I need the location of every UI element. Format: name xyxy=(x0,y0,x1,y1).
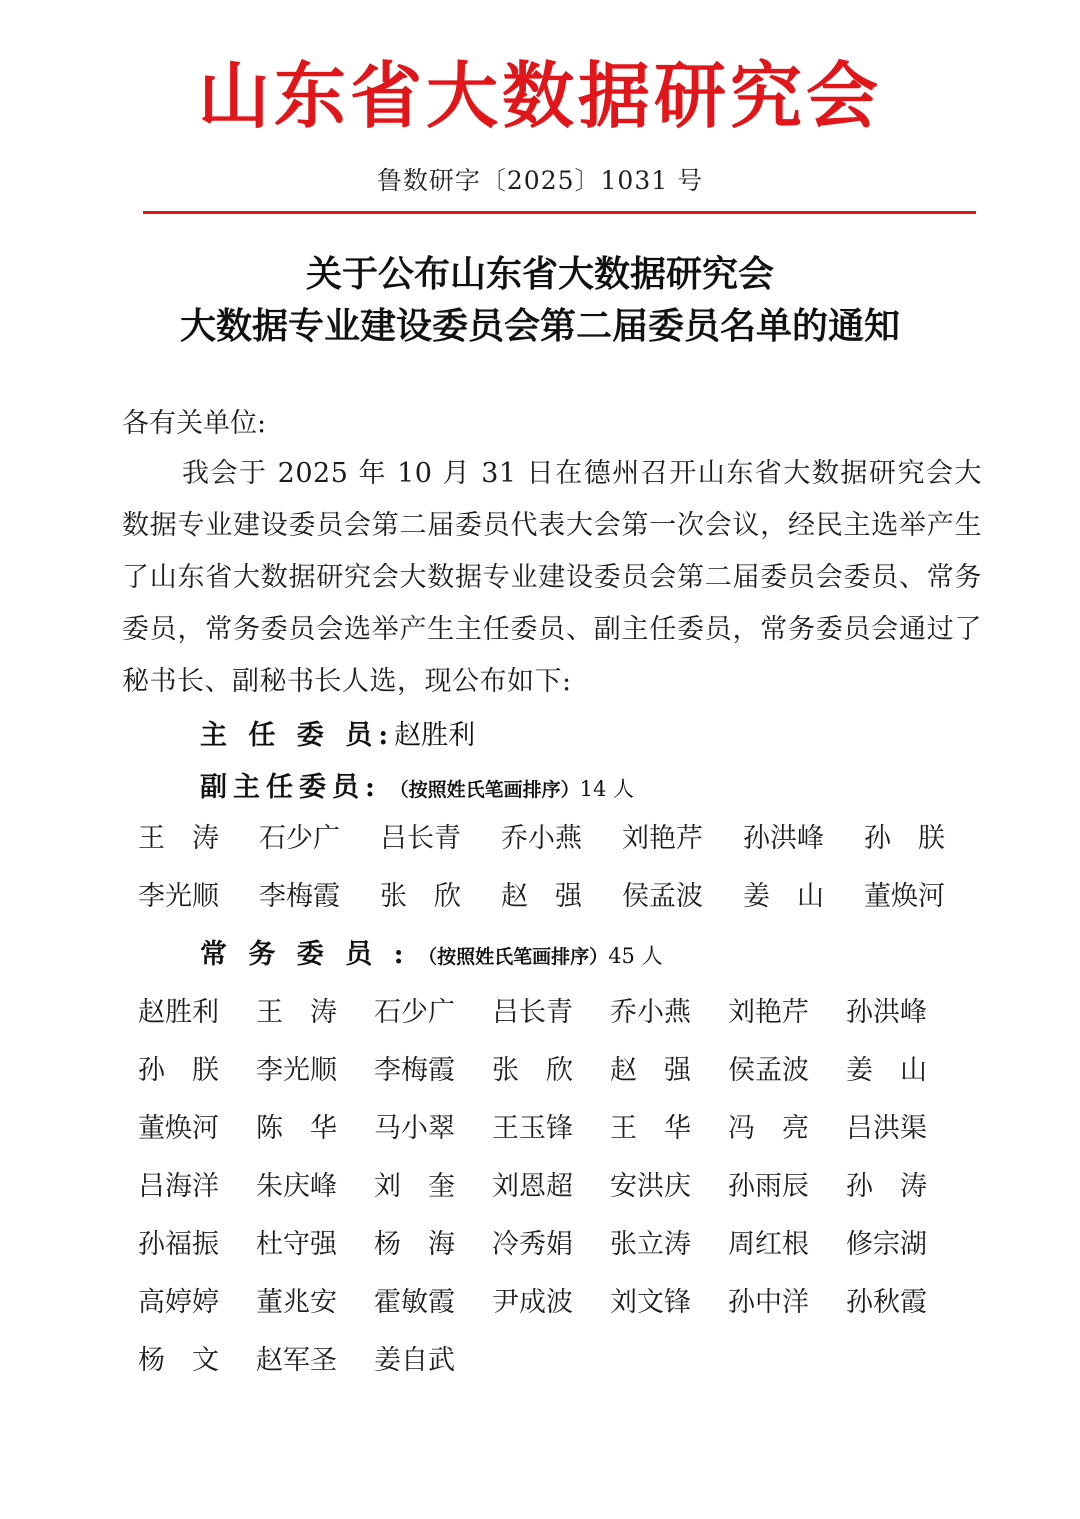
deputy-sort-note: （按照姓氏笔画排序） xyxy=(389,779,580,801)
notice-paragraph: 我会于 2025 年 10 月 31 日在德州召开山东省大数据研究会大数据专业建设委员会第二届委员代表大会第一次会议，经民主选举产生了山东省大数据研究会大数据专业建设委员会第二届委员会委员、常务委员，常务委员会选举产生主任委员、副主任委员，常务委员会通过了秘书长、副秘书长人选，现公布如下: xyxy=(122,458,982,697)
name-cell: 孙 朕 xyxy=(138,1055,219,1086)
standing-heading xyxy=(200,935,663,977)
standing-names-grid xyxy=(138,984,968,1390)
name-cell: 姜 山 xyxy=(743,881,824,912)
name-cell: 冷秀娟 xyxy=(492,1229,573,1260)
name-cell: 赵 强 xyxy=(610,1055,691,1086)
name-cell: 刘文锋 xyxy=(610,1287,691,1318)
name-cell: 孙 朕 xyxy=(864,823,945,854)
director-name: 赵胜利 xyxy=(394,720,476,751)
name-cell: 王 华 xyxy=(610,1113,691,1144)
name-cell: 张 欣 xyxy=(380,881,461,912)
red-divider xyxy=(143,211,976,214)
name-cell: 赵 强 xyxy=(501,881,582,912)
name-cell: 孙中洋 xyxy=(728,1287,809,1318)
deputy-count: 14 人 xyxy=(579,777,634,801)
name-cell: 朱庆峰 xyxy=(256,1171,337,1202)
name-cell: 李梅霞 xyxy=(259,881,340,912)
name-cell: 修宗湖 xyxy=(846,1229,927,1260)
name-cell: 陈 华 xyxy=(256,1113,337,1144)
deputy-label: 副主任委员: xyxy=(200,772,381,803)
name-cell: 王玉锋 xyxy=(492,1113,573,1144)
name-cell: 安洪庆 xyxy=(610,1171,691,1202)
name-cell: 乔小燕 xyxy=(501,823,582,854)
deputy-names-grid xyxy=(138,810,968,926)
name-cell: 董兆安 xyxy=(256,1287,337,1318)
name-cell: 孙秋霞 xyxy=(846,1287,927,1318)
name-cell: 吕长青 xyxy=(492,997,573,1028)
standing-count: 45 人 xyxy=(608,944,663,968)
name-cell: 石少广 xyxy=(374,997,455,1028)
name-cell: 赵胜利 xyxy=(138,997,219,1028)
name-cell: 吕海洋 xyxy=(138,1171,219,1202)
name-cell: 冯 亮 xyxy=(728,1113,809,1144)
salutation: 各有关单位: xyxy=(122,408,267,439)
name-cell: 刘 奎 xyxy=(374,1171,455,1202)
name-cell: 王 涛 xyxy=(256,997,337,1028)
director-label: 主 任 委 员: xyxy=(200,720,395,751)
name-cell: 孙洪峰 xyxy=(846,997,927,1028)
name-cell: 石少广 xyxy=(259,823,340,854)
name-cell: 孙福振 xyxy=(138,1229,219,1260)
name-cell: 孙雨辰 xyxy=(728,1171,809,1202)
name-cell: 赵军圣 xyxy=(256,1345,337,1376)
director-heading xyxy=(200,716,475,756)
notice-title xyxy=(0,248,1080,352)
deputy-heading xyxy=(200,768,634,810)
name-cell: 李光顺 xyxy=(138,881,219,912)
name-cell: 刘艳芹 xyxy=(622,823,703,854)
name-cell: 姜自武 xyxy=(374,1345,455,1376)
name-cell: 董焕河 xyxy=(138,1113,219,1144)
name-cell: 孙洪峰 xyxy=(743,823,824,854)
name-cell: 杨 海 xyxy=(374,1229,455,1260)
name-cell: 侯孟波 xyxy=(728,1055,809,1086)
standing-sort-note: （按照姓氏笔画排序） xyxy=(418,946,609,968)
name-cell: 霍敏霞 xyxy=(374,1287,455,1318)
name-cell: 吕长青 xyxy=(380,823,461,854)
name-cell: 孙 涛 xyxy=(846,1171,927,1202)
name-cell: 周红根 xyxy=(728,1229,809,1260)
standing-label: 常 务 委 员 : xyxy=(200,939,410,970)
name-cell: 董焕河 xyxy=(864,881,945,912)
name-cell: 马小翠 xyxy=(374,1113,455,1144)
name-cell: 姜 山 xyxy=(846,1055,927,1086)
name-cell: 刘艳芹 xyxy=(728,997,809,1028)
name-cell: 杨 文 xyxy=(138,1345,219,1376)
name-cell: 高婷婷 xyxy=(138,1287,219,1318)
document-number: 鲁数研字〔2025〕1031 号 xyxy=(376,166,704,195)
name-cell: 尹成波 xyxy=(492,1287,573,1318)
organization-title: 山东省大数据研究会 xyxy=(197,54,882,138)
name-cell: 王 涛 xyxy=(138,823,219,854)
notice-title-line-2: 大数据专业建设委员会第二届委员名单的通知 xyxy=(179,305,900,347)
name-cell: 杜守强 xyxy=(256,1229,337,1260)
name-cell: 张立涛 xyxy=(610,1229,691,1260)
name-cell: 乔小燕 xyxy=(610,997,691,1028)
name-cell: 张 欣 xyxy=(492,1055,573,1086)
notice-title-line-1: 关于公布山东省大数据研究会 xyxy=(305,253,774,295)
name-cell: 刘恩超 xyxy=(492,1171,573,1202)
name-cell: 李光顺 xyxy=(256,1055,337,1086)
name-cell: 吕洪渠 xyxy=(846,1113,927,1144)
name-cell: 李梅霞 xyxy=(374,1055,455,1086)
name-cell: 侯孟波 xyxy=(622,881,703,912)
